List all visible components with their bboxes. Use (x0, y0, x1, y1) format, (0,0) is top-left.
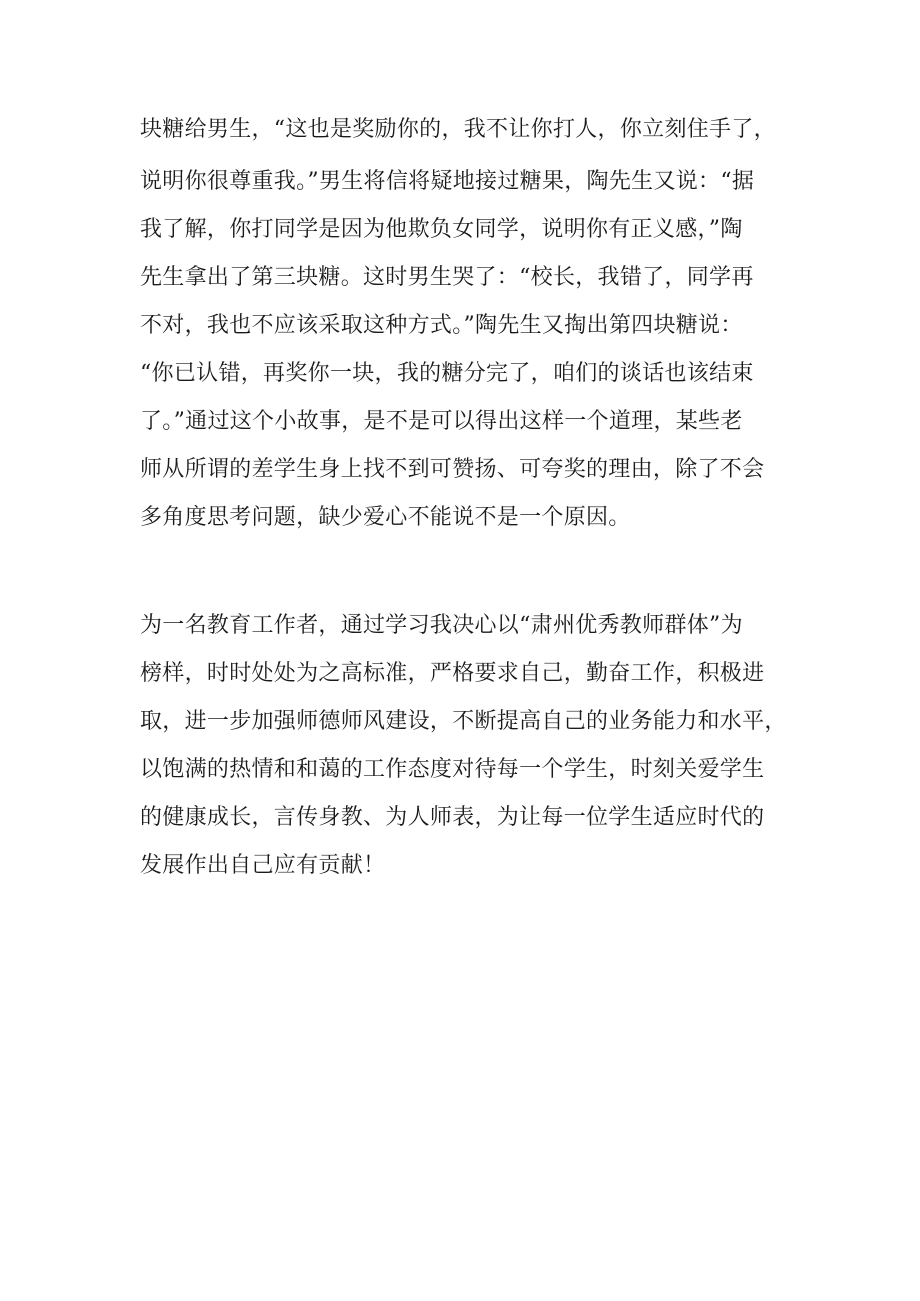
text-line: 我了解，你打同学是因为他欺负女同学，说明你有正义感，”陶 (140, 217, 743, 242)
text-line: 块糖给男生，“这也是奖励你的，我不让你打人，你立刻住手了， (140, 117, 776, 142)
text-line: “你已认错，再奖你一块，我的糖分完了，咱们的谈话也该结束 (140, 361, 754, 386)
text-line: 的健康成长，言传身教、为人师表，为让每一位学生适应时代的 (140, 805, 765, 830)
text-line: 发展作出自己应有贡献！ (140, 853, 386, 878)
text-line: 先生拿出了第三块糖。这时男生哭了：“校长，我错了，同学再 (140, 265, 754, 290)
text-line: 了。”通过这个小故事，是不是可以得出这样一个道理，某些老 (140, 409, 743, 434)
text-line: 榜样，时时处处为之高标准，严格要求自己，勤奋工作，积极进 (140, 661, 765, 686)
text-line: 说明你很尊重我。”男生将信将疑地接过糖果，陶先生又说：“据 (140, 169, 755, 194)
text-line: 为一名教育工作者，通过学习我决心以“肃州优秀教师群体”为 (140, 613, 743, 638)
text-line: 不对，我也不应该采取这种方式。”陶先生又掏出第四块糖说： (140, 313, 743, 338)
text-line: 师从所谓的差学生身上找不到可赞扬、可夸奖的理由，除了不会 (140, 457, 765, 482)
text-line: 以饱满的热情和和蔼的工作态度对待每一个学生，时刻关爱学生 (140, 757, 765, 782)
text-line: 多角度思考问题，缺少爱心不能说不是一个原因。 (140, 505, 631, 530)
text-line: 取，进一步加强师德师风建设，不断提高自己的业务能力和水平， (140, 709, 787, 734)
